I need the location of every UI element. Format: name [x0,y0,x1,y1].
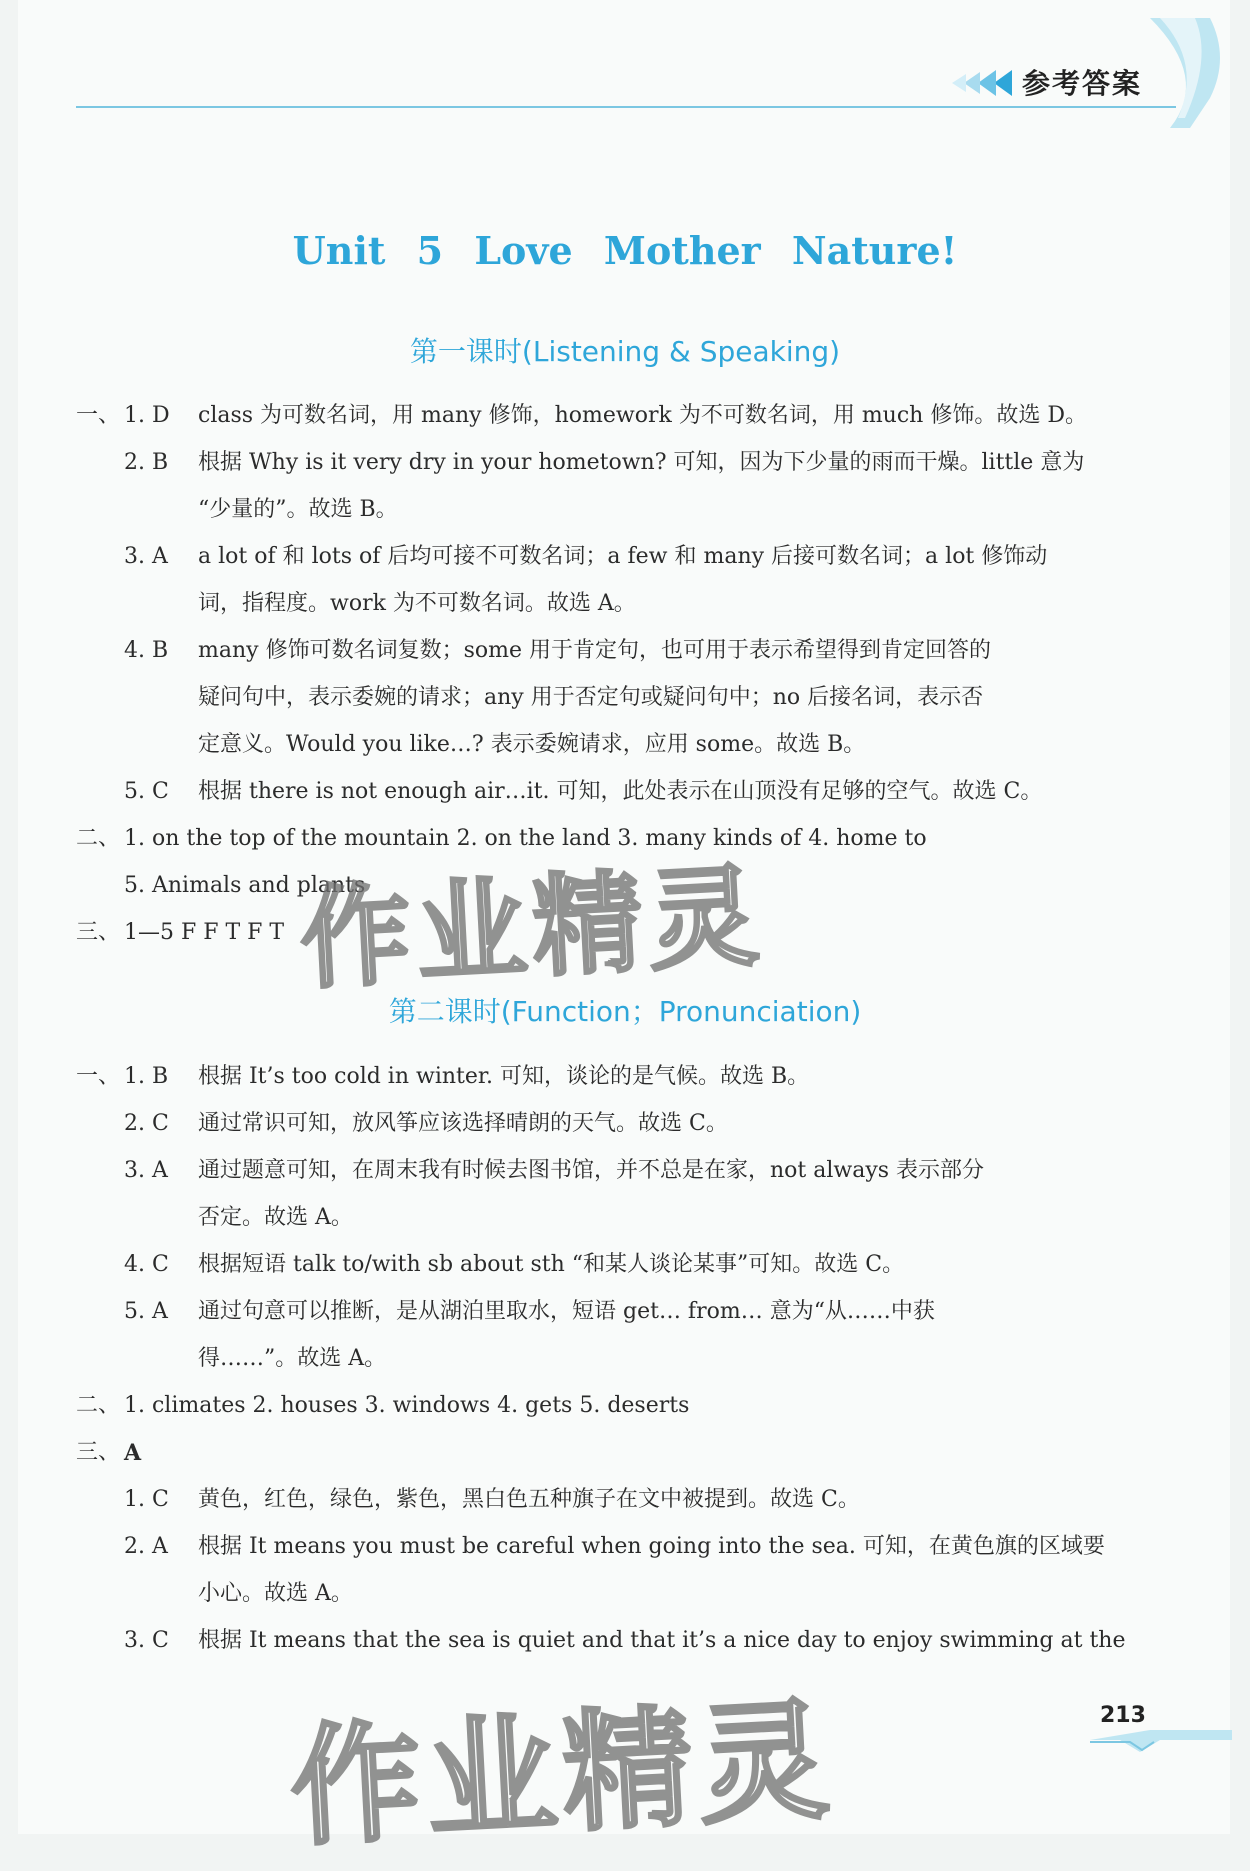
page-number: 213 [1100,1703,1146,1728]
answer-explanation: 通过常识可知，放风筝应该选择晴朗的天气。故选 C。 [198,1111,728,1136]
watermark-logo: 作业精灵 [286,1683,839,1865]
answer-number: 3. A [124,544,168,569]
part-mark: 二、 [76,1393,121,1418]
answer-line: 5. Animals and plants [124,873,366,898]
header-label: 参考答案 [1022,67,1143,100]
answer-explanation: 根据 It means that the sea is quiet and that it’s a nice day to enjoy swimming at the [198,1628,1126,1653]
answer-number: 3. C [124,1628,169,1653]
header-corner-decoration [1150,18,1230,128]
answer-number: 1. C [124,1487,169,1512]
answer-explanation: 黄色，红色，绿色，紫色，黑白色五种旗子在文中被提到。故选 C。 [198,1487,860,1512]
answer-line: 1. on the top of the mountain 2. on the land 3. many kinds of 4. home to [124,826,927,851]
answer-line: 1. climates 2. houses 3. windows 4. gets 5. deserts [124,1393,690,1418]
part-mark: 一、 [76,1064,121,1089]
answer-explanation: a lot of 和 lots of 后均可接不可数名词；a few 和 many 后接可数名词；a lot 修饰动 [198,544,1048,569]
answer-number: 3. A [124,1158,168,1183]
answer-explanation: 通过句意可以推断，是从湖泊里取水，短语 get… from… 意为“从……中获 [198,1299,935,1324]
answer-explanation: 根据 there is not enough air…it. 可知，此处表示在山顶没有足够的空气。故选 C。 [198,779,1043,804]
answer-explanation: 词，指程度。work 为不可数名词。故选 A。 [198,591,636,616]
answer-explanation: 根据短语 talk to/with sb about sth “和某人谈论某事”可知。故选 C。 [198,1252,905,1277]
answer-explanation: 得……”。故选 A。 [198,1346,387,1371]
answer-number: 5. C [124,779,169,804]
header-rule [76,106,1176,108]
answer-number: 4. B [124,638,169,663]
answer-number: 1. D [124,403,170,428]
answer-number: 1. B [124,1064,169,1089]
answer-number: 2. A [124,1534,168,1559]
answer-explanation: many 修饰可数名词复数；some 用于肯定句，也可用于表示希望得到肯定回答的 [198,638,991,663]
watermark-logo: 作业精灵 [297,851,768,1005]
answer-number: 4. C [124,1252,169,1277]
unit-title: Unit 5 Love Mother Nature! [292,228,958,273]
section-title-2: 第二课时(Function；Pronunciation) [388,995,862,1028]
part-mark: 二、 [76,826,121,851]
section-title-1: 第一课时(Listening & Speaking) [409,335,841,368]
part-mark: 三、 [76,920,121,945]
answer-explanation: class 为可数名词，用 many 修饰，homework 为不可数名词，用 much 修饰。故选 D。 [198,403,1087,428]
answer-explanation: 定意义。Would you like…? 表示委婉请求，应用 some。故选 B。 [198,732,866,757]
answer-explanation: 根据 Why is it very dry in your hometown? 可知，因为下少量的雨而干燥。little 意为 [198,450,1085,475]
answer-line: 1—5 F F T F T [124,920,285,945]
part-mark: 一、 [76,403,121,428]
answer-explanation: “少量的”。故选 B。 [198,497,398,522]
answer-number: 2. C [124,1111,169,1136]
answer-number: 5. A [124,1299,168,1324]
answer-number: 2. B [124,450,169,475]
answer-explanation: 根据 It means you must be careful when going into the sea. 可知，在黄色旗的区域要 [198,1534,1105,1559]
arrow-left-icon [950,68,1012,98]
answer-explanation: 根据 It’s too cold in winter. 可知，谈论的是气候。故选 B。 [198,1064,810,1089]
answer-explanation: 疑问句中，表示委婉的请求；any 用于否定句或疑问句中；no 后接名词，表示否 [198,685,984,710]
answer-explanation: 小心。故选 A。 [198,1581,353,1606]
part-mark: 三、 [76,1440,121,1465]
answer-explanation: 通过题意可知，在周末我有时候去图书馆，并不总是在家，not always 表示部分 [198,1158,985,1183]
answer-explanation: 否定。故选 A。 [198,1205,353,1230]
subsection-label: A [124,1440,142,1466]
